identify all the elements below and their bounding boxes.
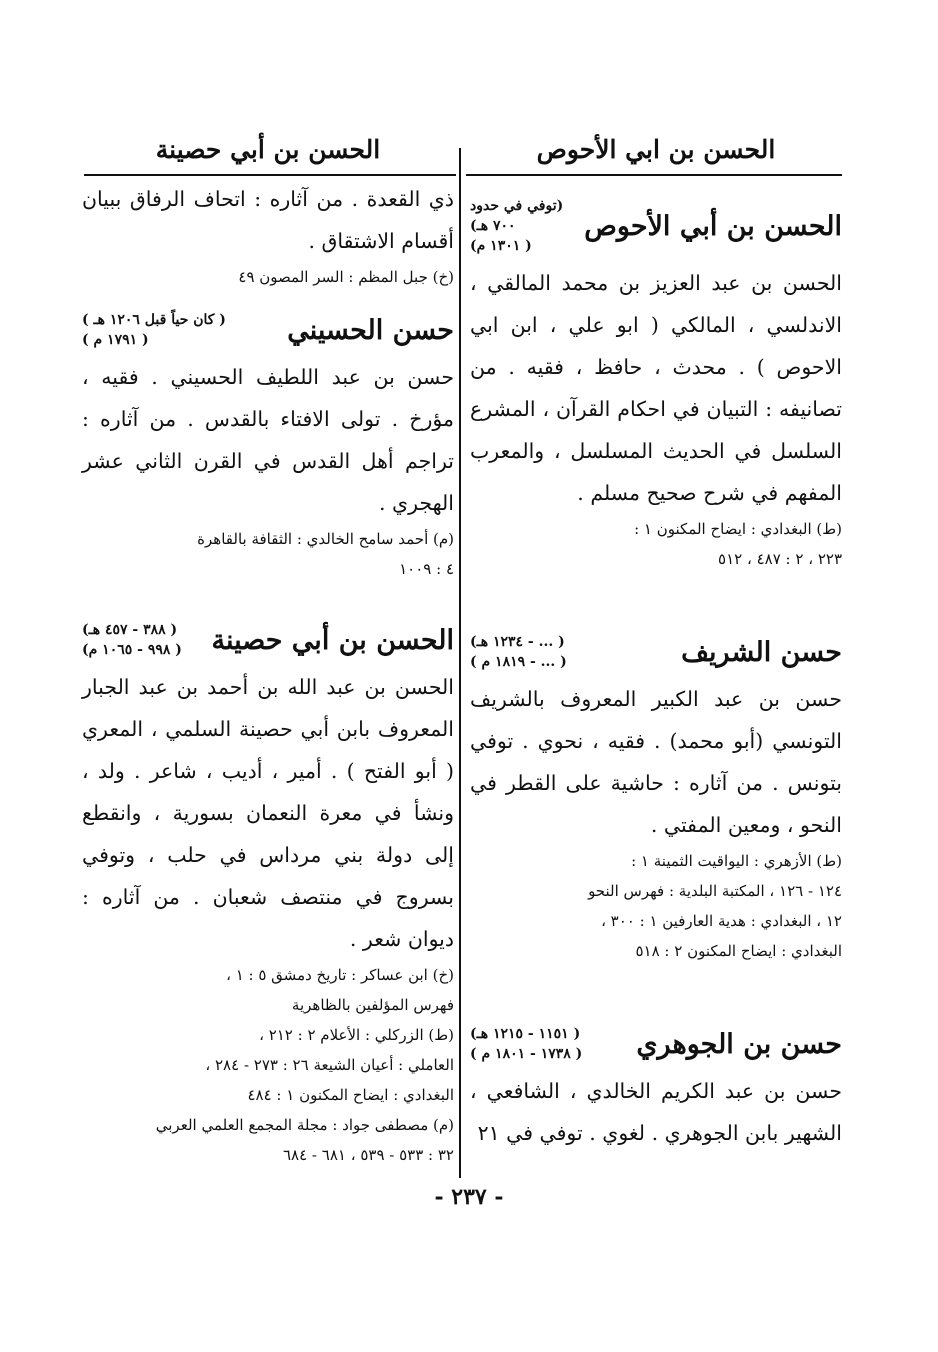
continuation-text: ذي القعدة . من آثاره : اتحاف الرفاق ببيان أقسام الاشتقاق . — [82, 187, 454, 253]
entry-sources: (ط) الأزهري : اليواقيت الثمينة ١ : ١٢٤ - ١٢٦ ، المكتبة البلدية : فهرس النحو ١٢ ، البغدادي : هدية العارفين ١ : ٣٠٠ ، البغدادي : ايضاح المكنون ٢ : ٥١٨ — [588, 852, 842, 960]
entry-body: الحسن بن عبد العزيز بن محمد المالقي ، الاندلسي ، المالكي ( ابو علي ، ابن ابي الاحوص ) . محدث ، حافظ ، فقيه . من تصانيفه : التبيان في احكام القرآن ، المشرع السلسل في الحديث المسلسل ، والمعرب المفهم في شرح صحيح مسلم . — [470, 271, 842, 505]
entry-ibn-abi-husayna — [82, 620, 454, 1170]
column-divider — [459, 148, 461, 1178]
right-column — [470, 128, 842, 1154]
entry-name: حسن الحسيني — [287, 314, 454, 346]
left-column-title: الحسن بن أبي حصينة — [155, 135, 381, 164]
entry-sources: (خ) ابن عساكر : تاريخ دمشق ٥ : ١ ، فهرس المؤلفين بالظاهرية (ط) الزركلي : الأعلام ٢ : ٢١٢ ، العاملي : أعيان الشيعة ٢٦ : ٢٧٣ - ٢٨٤ ، البغدادي : ايضاح المكنون ١ : ٤٨٤ (م) مصطفى جواد : مجلة المجمع العلمي العربي ٣٢ : ٥٣٣ - ٥٣٩ ، ٦٨١ - ٦٨٤ — [155, 966, 454, 1164]
entry-name: الحسن بن أبي حصينة — [211, 624, 454, 656]
continuation-sources: (خ) جبل المظم : السر المصون ٤٩ — [238, 268, 454, 286]
entry-name: الحسن بن أبي الأحوص — [584, 210, 842, 242]
header-rule-right — [466, 174, 842, 176]
entry-name: حسن بن الجوهري — [636, 1028, 842, 1060]
entry-dates: (توفي في حدود ٧٠٠ هـ) ( ١٣٠١ م) — [470, 198, 564, 254]
entry-dates: ( ٣٨٨ - ٤٥٧ هـ) ( ٩٩٨ - ١٠٦٥ م) — [82, 622, 182, 658]
page-number: - ٢٣٧ - — [434, 1184, 504, 1210]
entry-hasan-al-sharif — [470, 632, 842, 966]
entry-body: الحسن بن عبد الله بن أحمد بن عبد الجبار المعروف بابن أبي حصينة السلمي ، المعري ( أبو الفتح ) . أمير ، أديب ، شاعر . ولد ، ونشأ في معرة النعمان بسورية ، وانقطع إلى دولة بني مرداس في حلب ، وتوفي بسروج في منتصف شعبان . من آثاره : ديوان شعر . — [82, 675, 454, 951]
entry-body: حسن بن عبد اللطيف الحسيني . فقيه ، مؤرخ . تولى الافتاء بالقدس . من آثاره : تراجم أهل القدس في القرن الثاني عشر الهجري . — [82, 365, 454, 515]
entry-name: حسن الشريف — [681, 636, 842, 668]
entry-body: حسن بن عبد الكبير المعروف بالشريف التونسي (أبو محمد) . فقيه ، نحوي . توفي بتونس . من آثاره : حاشية على القطر في النحو ، ومعين المفتي . — [470, 687, 842, 837]
entry-sources: (ط) البغدادي : ايضاح المكنون ١ : ٢٢٣ ، ٢ : ٤٨٧ ، ٥١٢ — [634, 520, 842, 568]
entry-hasan-ibn-al-jawhari — [470, 1024, 842, 1154]
entry-body: حسن بن عبد الكريم الخالدي ، الشافعي ، الشهير بابن الجوهري . لغوي . توفي في ٢١ — [470, 1079, 842, 1145]
entry-hasan-al-husayni — [82, 310, 454, 584]
entry-dates: ( ... - ١٢٣٤ هـ) ( ... - ١٨١٩ م ) — [470, 634, 567, 670]
entry-sources: (م) أحمد سامح الخالدي : الثقافة بالقاهرة ٤ : ١٠٠٩ — [197, 530, 454, 578]
left-column — [82, 128, 454, 1170]
header-rule-left — [84, 174, 456, 176]
entry-dates: ( كان حياً قبل ١٢٠٦ هـ ) ( ١٧٩١ م ) — [82, 312, 226, 348]
entry-ibn-abi-al-ahwas — [470, 196, 842, 574]
entry-dates: ( ١١٥١ - ١٢١٥ هـ) ( ١٧٣٨ - ١٨٠١ م ) — [470, 1026, 583, 1062]
right-column-title: الحسن بن ابي الأحوص — [536, 135, 776, 164]
